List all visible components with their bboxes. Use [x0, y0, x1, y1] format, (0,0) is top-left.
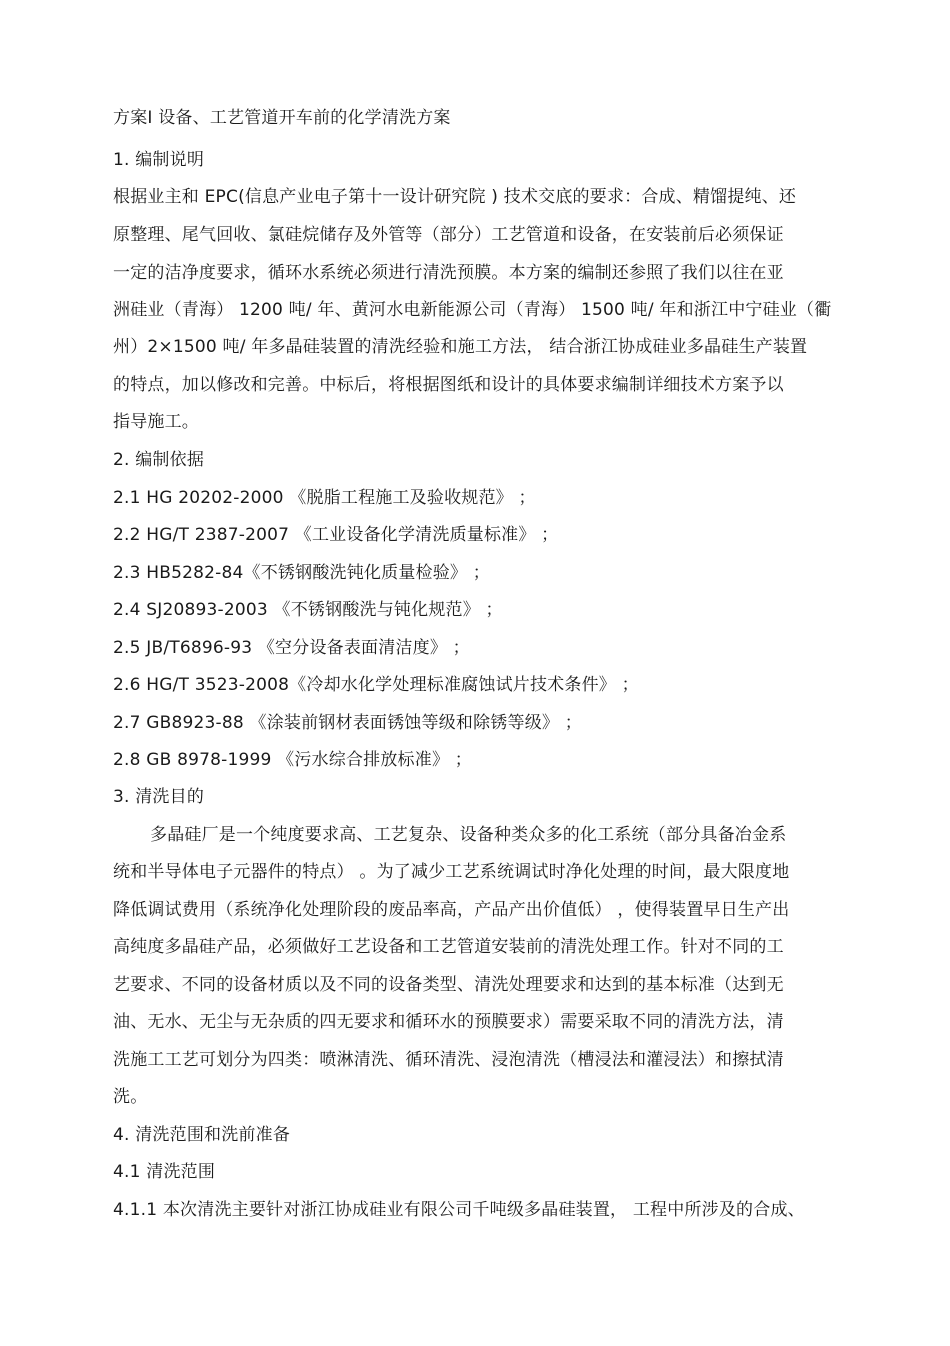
section-2-heading: 2. 编制依据	[113, 450, 205, 470]
reference-item: 2.8 GB 8978-1999 《污水综合排放标准》 ；	[113, 750, 472, 770]
reference-item: 2.5 JB/T6896-93 《空分设备表面清洁度》 ；	[113, 638, 470, 658]
reference-item: 2.7 GB8923-88 《涂装前钢材表面锈蚀等级和除锈等级》 ；	[113, 713, 582, 733]
section-3-line: 高纯度多晶硅产品，必须做好工艺设备和工艺管道安装前的清洗处理工作。针对不同的工	[113, 937, 784, 957]
reference-item: 2.6 HG/T 3523-2008《冷却水化学处理标准腐蚀试片技术条件》 ；	[113, 675, 639, 695]
section-3-line: 多晶硅厂是一个纯度要求高、工艺复杂、设备种类众多的化工系统（部分具备冶金系	[150, 825, 787, 845]
section-1-line: 原整理、尾气回收、氯硅烷储存及外管等（部分）工艺管道和设备，在安装前后必须保证	[113, 225, 784, 245]
section-3-line: 艺要求、不同的设备材质以及不同的设备类型、清洗处理要求和达到的基本标准（达到无	[113, 975, 784, 995]
section-3-line: 降低调试费用（系统净化处理阶段的废品率高，产品产出价值低） ，使得装置早日生产出	[113, 900, 790, 920]
reference-item: 2.1 HG 20202-2000 《脱脂工程施工及验收规范》 ；	[113, 488, 536, 508]
section-3-line: 油、无水、无尘与无杂质的四无要求和循环水的预膜要求）需要采取不同的清洗方法，清	[113, 1012, 784, 1032]
section-1-line: 指导施工。	[113, 412, 199, 432]
section-1-line: 一定的洁净度要求，循环水系统必须进行清洗预膜。本方案的编制还参照了我们以往在亚	[113, 263, 784, 283]
section-3-line: 洗施工工艺可划分为四类：喷淋清洗、循环清洗、浸泡清洗（槽浸法和灌浸法）和擦拭清	[113, 1050, 784, 1070]
section-3-heading: 3. 清洗目的	[113, 787, 205, 807]
section-4-1-heading: 4.1 清洗范围	[113, 1162, 216, 1182]
section-3-line: 统和半导体电子元器件的特点） 。为了减少工艺系统调试时净化处理的时间，最大限度地	[113, 862, 790, 882]
section-4-1-1-line: 4.1.1 本次清洗主要针对浙江协成硅业有限公司千吨级多晶硅装置， 工程中所涉及的合成、	[113, 1200, 805, 1220]
reference-item: 2.2 HG/T 2387-2007 《工业设备化学清洗质量标准》 ；	[113, 525, 559, 545]
reference-item: 2.4 SJ20893-2003 《不锈钢酸洗与钝化规范》 ；	[113, 600, 503, 620]
reference-item: 2.3 HB5282-84《不锈钢酸洗钝化质量检验》 ；	[113, 563, 490, 583]
section-1-line: 洲硅业（青海） 1200 吨/ 年、黄河水电新能源公司（青海） 1500 吨/ 年和浙江中宁硅业（衢	[113, 300, 832, 320]
section-1-heading: 1. 编制说明	[113, 150, 205, 170]
document-title: 方案Ⅰ 设备、工艺管道开车前的化学清洗方案	[113, 108, 451, 128]
section-3-line: 洗。	[113, 1087, 148, 1107]
section-1-line: 的特点，加以修改和完善。中标后，将根据图纸和设计的具体要求编制详细技术方案予以	[113, 375, 784, 395]
section-4-heading: 4. 清洗范围和洗前准备	[113, 1125, 291, 1145]
section-1-line: 州）2×1500 吨/ 年多晶硅装置的清洗经验和施工方法， 结合浙江协成硅业多晶硅生产装置	[113, 337, 808, 357]
section-1-line: 根据业主和 EPC(信息产业电子第十一设计研究院 ) 技术交底的要求：合成、精馏提纯、还	[113, 187, 797, 207]
